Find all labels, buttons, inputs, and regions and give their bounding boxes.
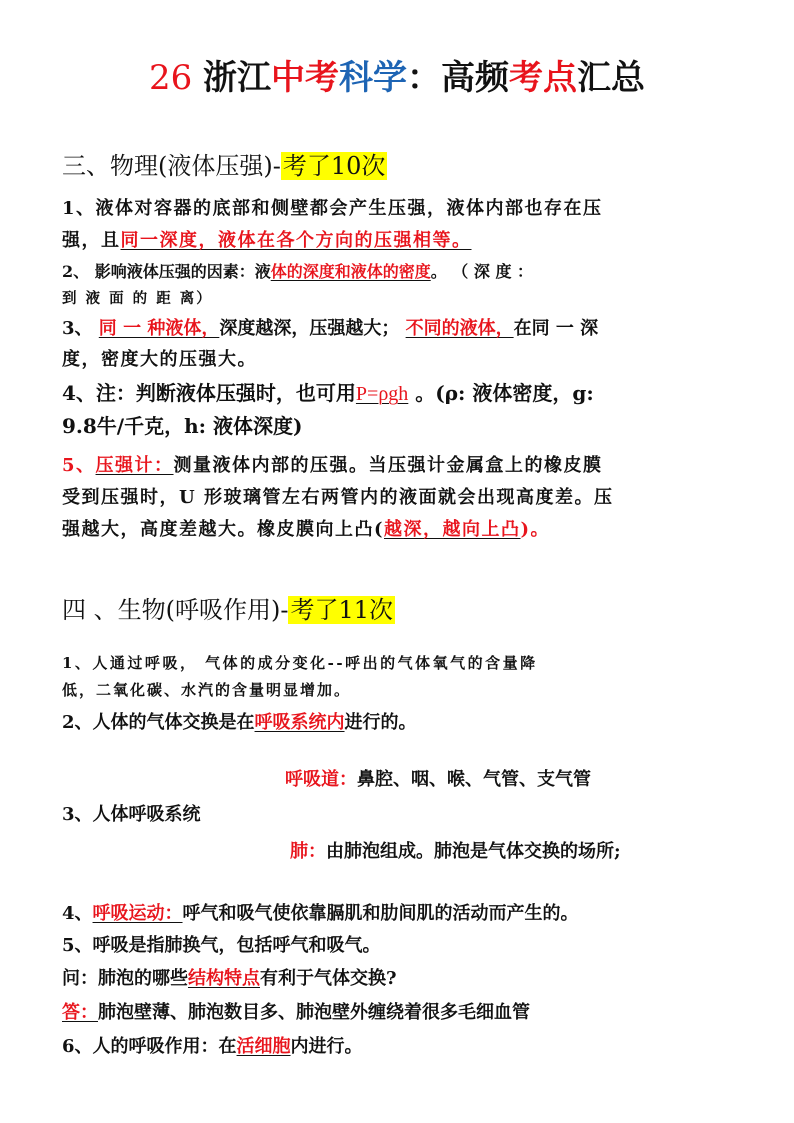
s3-key-point-factors: 体的深度和液体的密度 <box>270 262 431 281</box>
s3-line-2-text: 强，且 <box>62 230 121 251</box>
s3-key-point-deeper: 越深，越向上凸 <box>384 519 521 540</box>
s4-line-3-text: 2、人体的气体交换是在 <box>62 712 255 733</box>
s4-question-tail: 有利于气体交换? <box>260 968 397 989</box>
s3-line-7-tail: 。(ρ: 液体密度，g: <box>408 381 594 405</box>
s4-question-text: 问：肺泡的哪些 <box>62 968 188 989</box>
s3-line-3-text: 2、 影响液体压强的因素：液 <box>62 262 271 281</box>
title-part-3: 科学 <box>339 58 408 98</box>
s4-key-point-living-cells: 活细胞 <box>236 1036 291 1057</box>
title-part-1: 浙江 <box>203 58 272 98</box>
s4-line-7 <box>62 899 732 925</box>
section-4-count-badge: 考了11次 <box>290 596 394 624</box>
s4-key-point-structure: 结构特点 <box>188 968 260 989</box>
s3-line-2 <box>62 226 732 252</box>
s4-lung-label: 肺： <box>290 841 326 862</box>
section-4-heading-text: 四 、生物(呼吸作用)- <box>62 596 289 624</box>
s3-line-4: 到 液 面 的 距 离） <box>62 290 213 307</box>
s3-key-point-diff-liquid: 不同的液体， <box>405 318 514 339</box>
s4-line-11 <box>62 1032 732 1058</box>
s3-line-11-text: 强越大，高度差越大。橡皮膜向上凸( <box>62 519 385 540</box>
s3-line-5-num: 3、 <box>62 318 99 339</box>
s3-line-3 <box>62 259 732 282</box>
s4-line-11-text: 6、人的呼吸作用：在 <box>62 1036 237 1057</box>
s3-line-10: 受到压强时，U 形玻璃管左右两管内的液面就会出现高度差。压 <box>62 487 614 508</box>
s4-line-11-tail: 内进行。 <box>290 1036 363 1057</box>
s4-answer <box>62 998 732 1024</box>
title-part-5: 考点 <box>509 58 578 98</box>
s4-line-7-num: 4、 <box>62 903 93 924</box>
s3-line-9-text: 测量液体内部的压强。当压强计金属盒上的橡皮膜 <box>173 455 603 476</box>
s3-pressure-gauge-term: 压强计： <box>95 455 174 476</box>
s4-line-8: 5、呼吸是指肺换气，包括呼气和吸气。 <box>62 935 381 956</box>
s4-airway-label: 呼吸道： <box>285 769 357 790</box>
s3-line-9-num: 5、 <box>62 455 96 476</box>
page-title <box>0 50 794 99</box>
s3-line-5 <box>62 314 732 340</box>
s4-line-1: 1、人通过呼吸， 气体的成分变化--呼出的气体氧气的含量降 <box>62 654 538 672</box>
s4-key-point-respiratory-system: 呼吸系统内 <box>254 712 345 733</box>
s4-lung-text: 由肺泡组成。肺泡是气体交换的场所; <box>326 841 621 862</box>
s4-lung-line <box>290 837 730 863</box>
s4-airway-text: 鼻腔、咽、喉、气管、支气管 <box>357 769 591 790</box>
s3-line-7-text: 4、注：判断液体压强时，也可用 <box>62 381 356 405</box>
s3-line-9 <box>62 451 732 477</box>
s4-line-5: 3、人体呼吸系统 <box>62 804 201 825</box>
title-part-6: 汇总 <box>577 58 646 98</box>
s3-line-3-tail: 。 （ 深 度 ： <box>430 262 534 281</box>
s3-formula: P=ρgh <box>355 383 409 405</box>
title-number: 26 <box>148 58 204 98</box>
s4-line-7-text: 呼气和吸气使依靠膈肌和肋间肌的活动而产生的。 <box>182 903 579 924</box>
s3-line-11 <box>62 515 732 541</box>
s4-breathing-movement-term: 呼吸运动： <box>92 903 183 924</box>
title-part-2: 中考 <box>271 58 340 98</box>
s3-line-7 <box>62 377 732 406</box>
s4-question <box>62 964 732 990</box>
section-3-heading <box>62 146 387 181</box>
s4-line-2: 低，二氧化碳、水汽的含量明显增加。 <box>62 681 352 699</box>
s4-line-3 <box>62 708 732 734</box>
s3-line-5-text: 深度越深，压强越大； <box>219 318 406 339</box>
s4-line-3-tail: 进行的。 <box>344 712 417 733</box>
title-part-4: ：高频 <box>407 58 510 98</box>
s3-line-11-tail: )。 <box>520 519 551 540</box>
s4-answer-label: 答： <box>62 1002 98 1023</box>
s3-line-5-tail: 在同 一 深 <box>513 318 599 339</box>
section-3-heading-text: 三、物理(液体压强)- <box>62 152 281 180</box>
s4-airway-line <box>285 765 725 791</box>
section-3-count-badge: 考了10次 <box>282 152 386 180</box>
s3-key-point-same-liquid: 同 一 种液体， <box>98 318 220 339</box>
s4-answer-text: 肺泡壁薄、肺泡数目多、肺泡壁外缠绕着很多毛细血管 <box>98 1002 530 1023</box>
s3-key-point-same-depth: 同一深度，液体在各个方向的压强相等。 <box>120 230 472 251</box>
section-4-heading <box>62 590 395 625</box>
s3-line-6: 度，密度大的压强大。 <box>62 349 257 370</box>
s3-line-1: 1、液体对容器的底部和侧壁都会产生压强，液体内部也存在压 <box>62 198 603 219</box>
s3-line-8: 9.8牛/千克，h: 液体深度) <box>62 414 303 438</box>
